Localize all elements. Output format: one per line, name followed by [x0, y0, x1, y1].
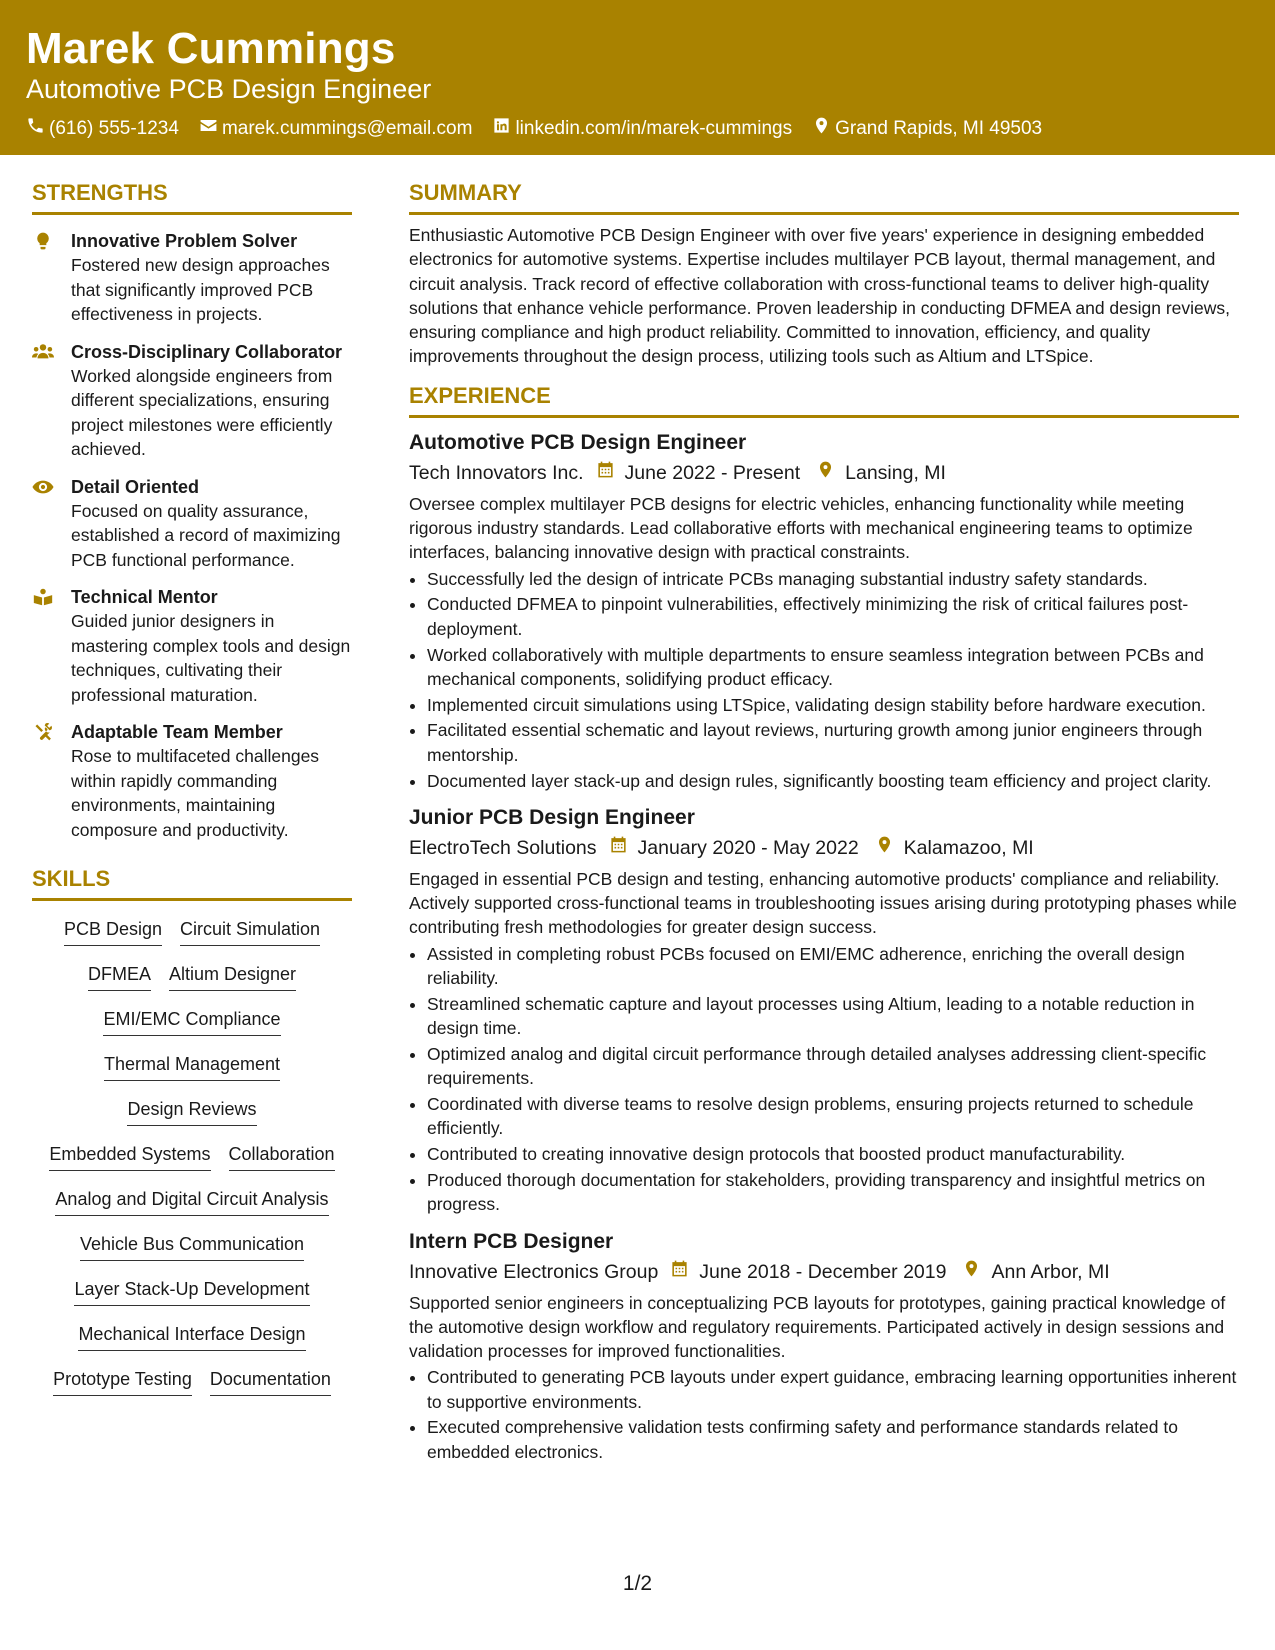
- job-bullet: • Coordinated with diverse teams to resolve design problems, ensuring projects returned to schedule efficiently.: [427, 1092, 1239, 1141]
- skill-tag: PCB Design: [64, 917, 162, 946]
- job-meta: [409, 833, 1239, 863]
- strength-title: Detail Oriented: [71, 476, 200, 497]
- skills-heading: SKILLS: [32, 866, 352, 901]
- job-description: Oversee complex multilayer PCB designs for electric vehicles, enhancing functionality while meeting rigorous industry standards. Lead collaborative efforts with mechanical engineering teams to optimize interfaces, balancing innovative design with practical constraints.: [409, 493, 1193, 563]
- job-dates: January 2020 - May 2022: [637, 836, 859, 859]
- skill-tag: Design Reviews: [127, 1097, 256, 1126]
- skill-tag: Documentation: [210, 1367, 331, 1396]
- map-pin-icon: [875, 833, 904, 863]
- envelope-icon: [199, 116, 218, 141]
- strength-item: [32, 720, 352, 842]
- contact-bar: [26, 116, 1042, 141]
- job-bullet: • Contributed to creating innovative design protocols that boosted product manufacturability.: [427, 1142, 1239, 1166]
- job-title: Intern PCB Designer: [409, 1229, 614, 1253]
- job-bullet: • Conducted DFMEA to pinpoint vulnerabilities, effectively minimizing the risk of critical failures post-deployment.: [427, 592, 1239, 641]
- calendar-icon: [670, 1257, 699, 1287]
- phone-text: (616) 555-1234: [49, 117, 179, 139]
- skill-tag: Vehicle Bus Communication: [80, 1232, 304, 1261]
- calendar-icon: [596, 458, 625, 488]
- eye-icon: [32, 477, 54, 497]
- job-dates: June 2018 - December 2019: [699, 1260, 947, 1283]
- skill-row: [32, 1052, 352, 1097]
- job-bullets: [409, 567, 1239, 793]
- job-location: Kalamazoo, MI: [903, 836, 1034, 859]
- strength-desc: Fostered new design approaches that significantly improved PCB effectiveness in projects.: [71, 255, 330, 324]
- job-entry: [409, 428, 1239, 793]
- strength-item: [32, 340, 352, 462]
- strength-title: Adaptable Team Member: [71, 722, 283, 742]
- skill-row: [32, 1322, 352, 1367]
- experience-heading: EXPERIENCE: [409, 383, 1239, 418]
- calendar-icon: [609, 833, 638, 863]
- skill-tag: Mechanical Interface Design: [78, 1322, 305, 1351]
- skill-row: [32, 917, 352, 962]
- job-meta: [409, 458, 1239, 488]
- strength-desc: Guided junior designers in mastering complex tools and design techniques, cultivating their professional maturation.: [71, 611, 351, 705]
- skill-row: [32, 1007, 352, 1052]
- job-company: Tech Innovators Inc.: [409, 461, 584, 484]
- users-icon: [32, 342, 54, 362]
- contact-location: [812, 116, 1042, 141]
- lightbulb-icon: [32, 231, 54, 251]
- map-pin-icon: [962, 1257, 991, 1287]
- candidate-name: Marek Cummings: [26, 24, 396, 73]
- job-company: ElectroTech Solutions: [409, 836, 597, 859]
- skill-row: [32, 1277, 352, 1322]
- skill-tag: EMI/EMC Compliance: [103, 1007, 280, 1036]
- email-text[interactable]: marek.cummings@email.com: [221, 117, 473, 139]
- resume-header: [0, 0, 1275, 155]
- strength-title: Innovative Problem Solver: [71, 231, 298, 251]
- map-pin-icon: [816, 458, 845, 488]
- skill-tag: Collaboration: [229, 1142, 335, 1171]
- job-bullets: [409, 1365, 1239, 1464]
- map-pin-icon: [812, 116, 831, 141]
- strength-item: [32, 585, 352, 707]
- job-bullet: • Streamlined schematic capture and layout processes using Altium, leading to a notable reduction in design time.: [427, 992, 1239, 1041]
- skill-tag: Circuit Simulation: [180, 917, 320, 946]
- left-column: [32, 180, 352, 1412]
- job-bullet: • Assisted in completing robust PCBs focused on EMI/EMC adherence, enriching the overall design reliability.: [427, 942, 1239, 991]
- summary-text: Enthusiastic Automotive PCB Design Engineer with over five years' experience in designing embedded electronics for automotive systems. Expertise includes multilayer PCB layout, thermal management, and circuit analysis. Track record of effective collaboration with cross-functional teams to deliver high-quality solutions that enhance vehicle performance. Proven leadership in conducting DFMEA and design reviews, ensuring compliance and high product reliability. Committed to innovation, efficiency, and quality improvements throughout the design process, utilizing tools such as Altium and LTSpice.: [409, 225, 1231, 367]
- job-bullet: • Executed comprehensive validation tests confirming safety and performance standards related to embedded electronics.: [427, 1415, 1239, 1464]
- skill-row: [32, 1232, 352, 1277]
- job-description: Supported senior engineers in conceptualizing PCB layouts for prototypes, gaining practical knowledge of the automotive design workflow and regulatory requirements. Participated actively in design sessions and validation processes for improved functionalities.: [409, 1292, 1226, 1362]
- skill-tag: Embedded Systems: [49, 1142, 210, 1171]
- job-title: Junior PCB Design Engineer: [409, 805, 695, 829]
- job-bullet: • Worked collaboratively with multiple departments to ensure seamless integration between PCBs and mechanical components, solidifying product efficacy.: [427, 643, 1239, 692]
- job-dates: June 2022 - Present: [624, 461, 801, 484]
- contact-phone: [26, 116, 179, 141]
- job-entry: [409, 803, 1239, 1217]
- summary-heading: SUMMARY: [409, 180, 1239, 215]
- job-title: Automotive PCB Design Engineer: [409, 430, 747, 454]
- skill-tag: Altium Designer: [169, 962, 296, 991]
- skill-tag: Thermal Management: [104, 1052, 280, 1081]
- skill-row: [32, 962, 352, 1007]
- job-bullet: • Optimized analog and digital circuit performance through detailed analyses addressing client-specific requirements.: [427, 1042, 1239, 1091]
- location-text: Grand Rapids, MI 49503: [835, 117, 1043, 139]
- strength-item: [32, 475, 352, 573]
- contact-email[interactable]: [199, 116, 473, 141]
- job-bullet: • Implemented circuit simulations using LTSpice, validating design stability before hardware execution.: [427, 693, 1239, 717]
- skill-tag: Layer Stack-Up Development: [74, 1277, 309, 1306]
- strengths-heading: STRENGTHS: [32, 180, 352, 215]
- strength-desc: Worked alongside engineers from different specializations, ensuring project milestones were efficiently achieved.: [71, 365, 333, 459]
- skill-tag: DFMEA: [88, 962, 151, 991]
- right-column: [409, 180, 1239, 1466]
- job-meta: [409, 1257, 1239, 1287]
- strength-item: [32, 229, 352, 327]
- job-bullet: • Successfully led the design of intricate PCBs managing substantial industry safety standards.: [427, 567, 1239, 591]
- skills-list: [32, 917, 352, 1412]
- job-bullets: [409, 942, 1239, 1217]
- linkedin-icon: [492, 116, 511, 141]
- strength-title: Technical Mentor: [71, 587, 218, 607]
- job-company: Innovative Electronics Group: [409, 1260, 659, 1283]
- skill-row: [32, 1142, 352, 1187]
- strength-desc: Rose to multifaceted challenges within rapidly commanding environments, maintaining composure and productivity.: [71, 746, 320, 840]
- job-entry: [409, 1227, 1239, 1465]
- linkedin-text[interactable]: linkedin.com/in/marek-cummings: [515, 117, 793, 139]
- skill-tag: Analog and Digital Circuit Analysis: [55, 1187, 328, 1216]
- phone-icon: [26, 116, 45, 141]
- page-number: 1/2: [622, 1572, 653, 1595]
- strength-desc: Focused on quality assurance, established a record of maximizing PCB functional performance.: [71, 500, 341, 570]
- experience-section: [409, 383, 1239, 1464]
- job-bullet: • Documented layer stack-up and design rules, significantly boosting team efficiency and project clarity.: [427, 769, 1239, 793]
- job-bullet: • Produced thorough documentation for stakeholders, providing transparency and insightful metrics on progress.: [427, 1168, 1239, 1217]
- job-location: Ann Arbor, MI: [991, 1260, 1110, 1283]
- skill-row: [32, 1187, 352, 1232]
- job-bullet: • Facilitated essential schematic and layout reviews, nurturing growth among junior engineers through mentorship.: [427, 718, 1239, 767]
- job-location: Lansing, MI: [845, 461, 946, 484]
- job-description: Engaged in essential PCB design and testing, enhancing automotive products' compliance and reliability. Actively supported cross-functional teams in troubleshooting issues arising during prototyping phases while contributing fresh methodologies for greater design success.: [409, 868, 1237, 938]
- skill-tag: Prototype Testing: [53, 1367, 192, 1396]
- strength-title: Cross-Disciplinary Collaborator: [71, 341, 343, 362]
- skill-row: [32, 1367, 352, 1412]
- skill-row: [32, 1097, 352, 1142]
- contact-linkedin[interactable]: [492, 116, 792, 141]
- job-bullet: • Contributed to generating PCB layouts under expert guidance, embracing learning opportunities inherent to supportive environments.: [427, 1365, 1239, 1414]
- tools-icon: [32, 722, 54, 742]
- candidate-role: Automotive PCB Design Engineer: [26, 74, 432, 104]
- mentor-icon: [32, 587, 54, 607]
